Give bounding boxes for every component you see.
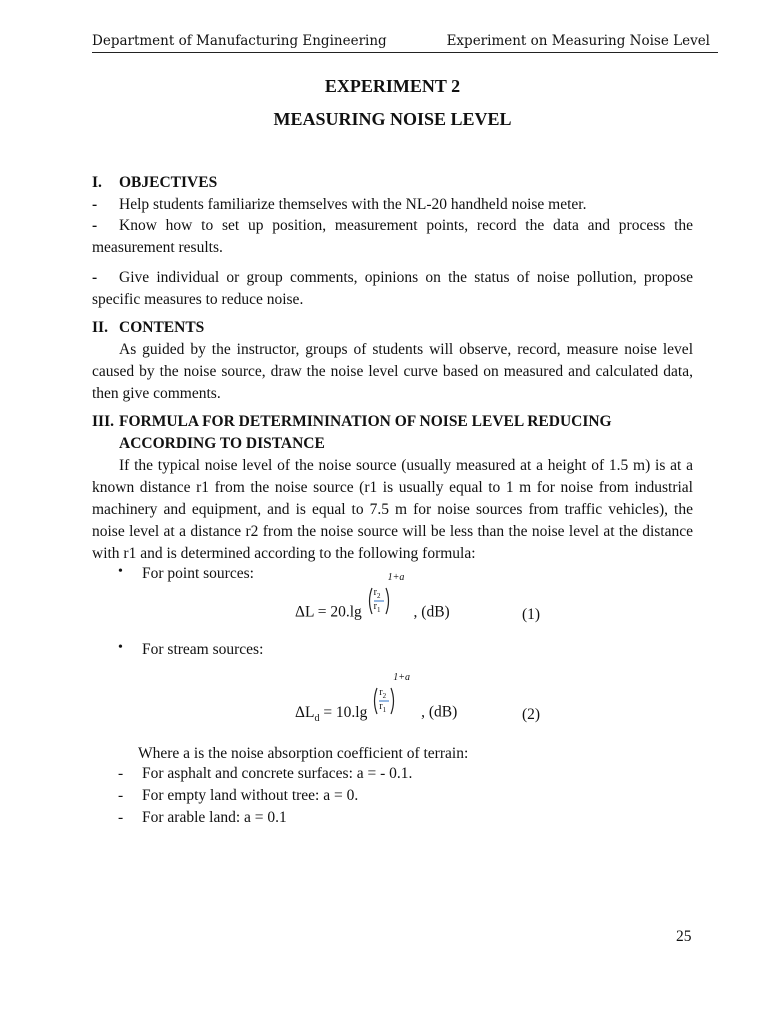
- bullet-dot: •: [118, 564, 123, 579]
- section-objectives-heading: I. OBJECTIVES: [92, 174, 218, 191]
- equation-2: [295, 672, 458, 730]
- list-dash: -: [118, 787, 124, 804]
- objective-item-2: - Know how to set up position, measurement points, record the data and process the measurement results.: [92, 217, 693, 256]
- objective-item-1: - Help students familiarize themselves with the NL-20 handheld noise meter.: [92, 196, 587, 213]
- equation-2-label: (2): [522, 706, 541, 723]
- eq1-fraction: $r_2$ $r_1$ 1+a: [366, 596, 392, 630]
- page-header: [92, 32, 718, 53]
- equation-1: [295, 572, 450, 630]
- list-dash: -: [118, 765, 124, 782]
- section-formula-heading: III. FORMULA FOR DETERMININATION OF NOISE LEVEL REDUCING ACCORDING TO DISTANCE: [92, 413, 612, 452]
- experiment-number-title: EXPERIMENT 2: [324, 76, 461, 96]
- section-contents-heading: II. CONTENTS: [92, 319, 205, 336]
- header-department: Department of Manufacturing Engineering: [92, 33, 387, 49]
- equation-1-label: (1): [522, 606, 541, 623]
- header-experiment-title: Experiment on Measuring Noise Level: [446, 33, 710, 49]
- eq2-lhs: $\Delta L_d = 10.\lg$: [295, 703, 368, 724]
- page-number: 25: [676, 928, 692, 945]
- bullet-dot: •: [118, 640, 123, 655]
- eq2-fraction: $r_2$ $r_1$ 1+a: [371, 696, 397, 730]
- where-sentence: Where a is the noise absorption coefficient of terrain:: [138, 745, 469, 762]
- experiment-main-title: MEASURING NOISE LEVEL: [273, 109, 512, 129]
- eq1-unit: , (dB): [413, 603, 450, 621]
- eq1-lhs: ΔL = 20.lg: [295, 603, 362, 621]
- list-item-arable-land: For arable land: a = 0.1: [142, 809, 287, 826]
- list-item-empty-land: For empty land without tree: a = 0.: [142, 787, 359, 804]
- objective-item-3: - Give individual or group comments, opinions on the status of noise pollution, propose specific measures to reduce noise.: [92, 269, 693, 308]
- list-item-asphalt: For asphalt and concrete surfaces: a = - 0.1.: [142, 765, 413, 782]
- contents-paragraph: As guided by the instructor, groups of students will observe, record, measure noise level caused by the noise source, draw the noise level curve based on measured and calculated data, then give comments.: [92, 341, 693, 402]
- eq2-unit: , (dB): [421, 703, 458, 721]
- formula-paragraph: If the typical noise level of the noise source (usually measured at a height of 1.5 m) is at a known distance r1 from the noise source (r1 is usually equal to 1 m for noise from industrial machinery and equipment, and is equal to 7.5 m for noise sources from traffic vehicles), the noise level at a distance r2 from the noise source will be less than the noise level at the distance with r1 and is determined according to the following formula:: [92, 457, 693, 562]
- list-dash: -: [118, 809, 124, 826]
